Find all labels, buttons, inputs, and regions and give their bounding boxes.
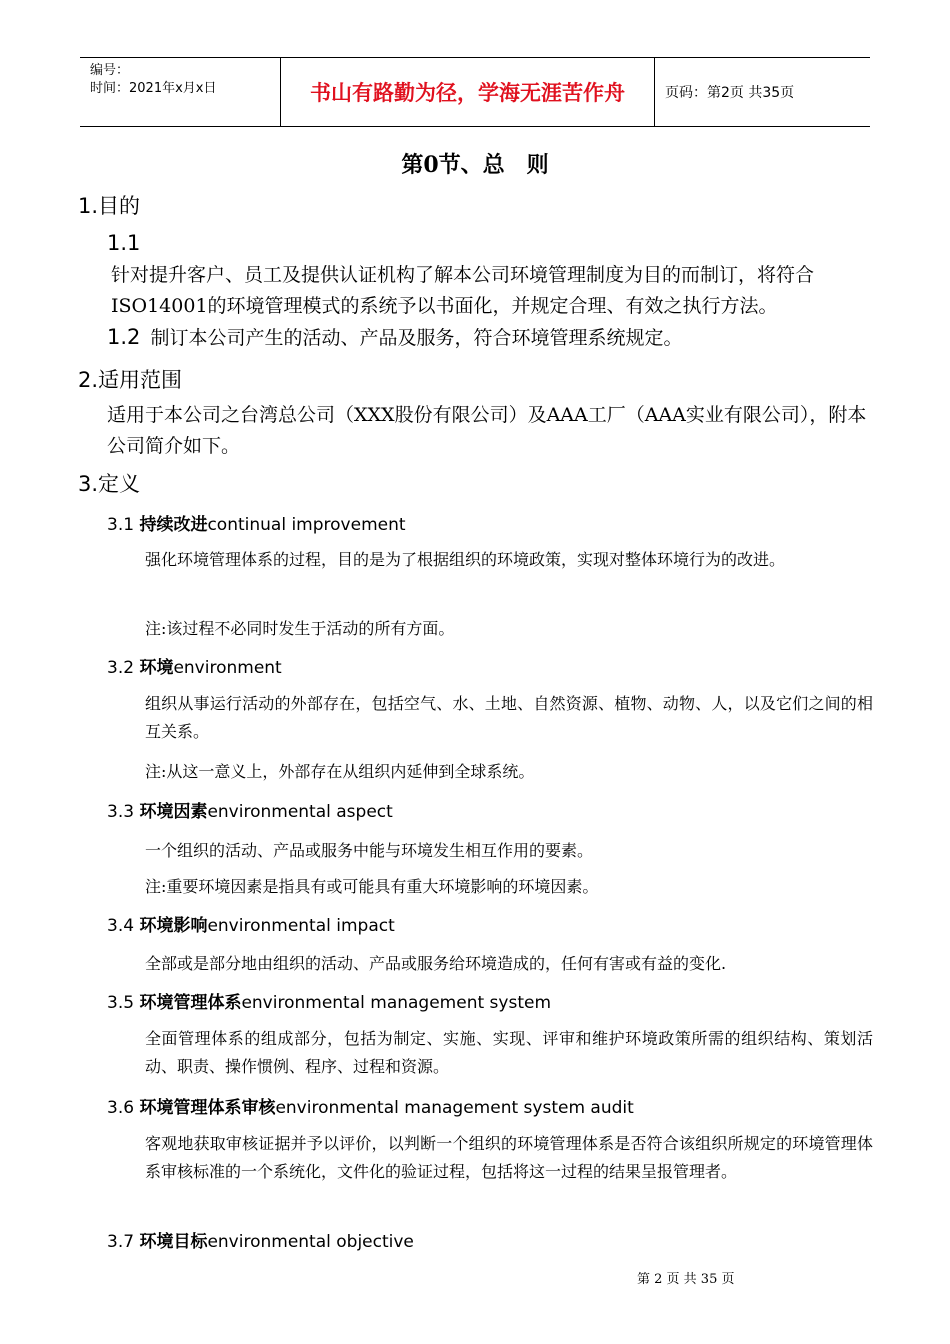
definition-term-en: environmental aspect [207,802,393,822]
definition-heading-3-5 [107,988,551,1013]
page-footer: 第 2 页 共 35 页 [637,1272,735,1287]
section-heading-scope: 2.适用范围 [78,368,183,392]
definition-text-3-1: 强化环境管理体系的过程，目的是为了根据组织的环境政策，实现对整体环境行为的改进。 [145,550,786,569]
page-title: 第0节、总 则 [401,152,549,178]
definition-term: 环境管理体系审核 [139,1098,276,1118]
section-heading-purpose: 1.目的 [78,194,141,218]
clause-text: 制订本公司产生的活动、产品及服务，符合环境管理系统规定。 [150,327,683,349]
definition-note-3-2: 注:从这一意义上，外部存在从组织内延伸到全球系统。 [145,762,535,781]
definition-number: 3.1 [107,515,135,535]
scope-text: 适用于本公司之台湾总公司（XXX股份有限公司）及AAA工厂（AAA实业有限公司），附本公司简介如下。 [107,404,867,457]
definition-text-3-2: 组织从事运行活动的外部存在，包括空气、水、土地、自然资源、植物、动物、人，以及它们之间的相互关系。 [145,694,873,741]
definition-term: 环境 [139,658,174,678]
definition-term-en: environmental impact [207,916,395,936]
clause-1-2 [107,322,857,354]
clause-1-1 [107,228,857,322]
definition-text-3-6: 客观地获取审核证据并予以评价，以判断一个组织的环境管理体系是否符合该组织所规定的环境管理体系审核标准的一个系统化，文件化的验证过程，包括将这一过程的结果呈报管理者。 [145,1134,873,1181]
clause-text: 针对提升客户、员工及提供认证机构了解本公司环境管理制度为目的而制订，将符合ISO14001的环境管理模式的系统予以书面化，并规定合理、有效之执行方法。 [111,264,815,317]
definition-number: 3.7 [107,1232,135,1252]
definition-heading-3-6 [107,1093,634,1118]
definition-heading-3-2 [107,653,282,678]
document-header [80,57,870,127]
definition-heading-3-1 [107,510,406,535]
definition-text-3-3: 一个组织的活动、产品或服务中能与环境发生相互作用的要素。 [145,841,594,860]
definition-term: 环境因素 [139,802,208,822]
section-heading-definitions: 3.定义 [78,472,141,496]
definition-term: 环境目标 [139,1232,208,1252]
definition-term-en: environment [173,658,282,678]
definition-term: 环境影响 [139,916,208,936]
definition-note-3-1: 注:该过程不必同时发生于活动的所有方面。 [145,619,455,638]
header-meta [80,58,281,126]
definition-number: 3.4 [107,916,135,936]
clause-number: 1.1 [107,231,141,255]
clause-number: 1.2 [107,325,141,349]
definition-term: 持续改进 [139,515,208,535]
definition-number: 3.5 [107,993,135,1013]
definition-heading-3-3 [107,797,393,822]
definition-term-en: environmental objective [207,1232,414,1252]
definition-text-3-5: 全面管理体系的组成部分，包括为制定、实施、实现、评审和维护环境政策所需的组织结构、策划活动、职责、操作惯例、程序、过程和资源。 [145,1029,873,1076]
definition-term: 环境管理体系 [139,993,242,1013]
definition-number: 3.3 [107,802,135,822]
definition-term-en: environmental management system [241,993,552,1013]
definition-text-3-4: 全部或是部分地由组织的活动、产品或服务给环境造成的，任何有害或有益的变化. [145,954,727,973]
definition-term-en: environmental management system audit [275,1098,634,1118]
header-page-info: 页码：第2页 共35页 [665,85,795,101]
header-motto: 书山有路勤为径，学海无涯苦作舟 [281,58,655,126]
definition-heading-3-7 [107,1227,414,1252]
document-time-label: 时间：2021年x月x日 [90,81,217,96]
definition-term-en: continual improvement [207,515,406,535]
definition-note-3-3: 注:重要环境因素是指具有或可能具有重大环境影响的环境因素。 [145,877,599,896]
definition-heading-3-4 [107,911,395,936]
definition-number: 3.2 [107,658,135,678]
definition-number: 3.6 [107,1098,135,1118]
document-number-label: 编号： [90,63,130,78]
